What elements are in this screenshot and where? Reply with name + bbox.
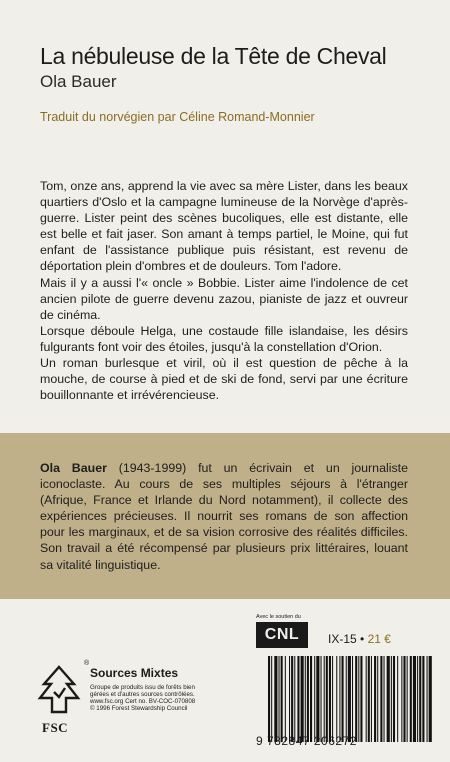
fsc-line: www.fsc.org Cert no. BV-COC-070808 — [90, 698, 196, 705]
barcode-bar — [377, 656, 378, 742]
summary-paragraph: Lorsque déboule Helga, une costaude fille islandaise, les désirs fulgurants font voir des étoiles, jusqu'à la constellation d'Orion. — [40, 323, 408, 354]
fsc-label — [36, 656, 196, 736]
barcode-block — [256, 614, 434, 754]
bio-author-name: Ola Bauer — [40, 461, 107, 475]
barcode-bar — [368, 656, 370, 742]
barcode-bar — [321, 656, 322, 742]
barcode-bar — [342, 656, 344, 742]
barcode-bar — [316, 656, 319, 742]
barcode-bar — [380, 656, 382, 742]
barcode-bar — [307, 656, 309, 742]
price-amount: 21 € — [367, 632, 391, 646]
barcode-bar — [352, 656, 353, 742]
barcode-bar — [310, 656, 312, 742]
barcode-bar — [329, 656, 331, 742]
barcode-bar — [403, 656, 405, 742]
barcode-bar — [314, 656, 315, 742]
barcode-bar — [305, 656, 306, 742]
barcode-bars — [266, 656, 434, 742]
barcode-bar — [271, 656, 272, 742]
fsc-registered-mark: ® — [84, 660, 90, 667]
fsc-title: Sources Mixtes — [90, 666, 179, 680]
barcode-bar — [397, 656, 398, 742]
barcode-bar — [348, 656, 351, 742]
summary-paragraph: Mais il y a aussi l'« oncle » Bobbie. Lister aime l'indolence de cet ancien pilote de guerre devenu zazou, pianiste de jazz et ouvreur de cinéma. — [40, 275, 408, 322]
bio-text: (1943-1999) fut un écrivain et un journaliste iconoclaste. Au cours de ses multiples séjours à l'étranger (Afrique, France et Irlande du Nord notamment), il collecte des expériences précieuses. Il nourrit ses romans de son affection pour les marginaux, et de sa vision corrosive des réalités difficiles. Son travail a été récompensé par plusieurs prix littéraires, louant sa vitalité linguistique. — [40, 461, 408, 572]
fsc-line: Groupe de produits issu de forêts bien — [90, 684, 195, 691]
barcode-bar — [326, 656, 328, 742]
barcode-bar — [289, 656, 290, 742]
barcode-bar — [419, 656, 421, 742]
barcode-bar — [291, 656, 293, 742]
fsc-wordmark: FSC — [42, 720, 69, 735]
barcode-bar — [346, 656, 347, 742]
barcode-bar — [355, 656, 357, 742]
book-author: Ola Bauer — [40, 72, 117, 91]
barcode-bar — [324, 656, 325, 742]
barcode-bar — [294, 656, 295, 742]
barcode-bar — [387, 656, 390, 742]
fsc-line: © 1996 Forest Stewardship Council — [90, 705, 188, 712]
price-code: IX-15 — [328, 632, 357, 646]
barcode-bar — [301, 656, 304, 742]
barcode-bar — [384, 656, 385, 742]
barcode-bar — [393, 656, 395, 742]
barcode-bar — [336, 656, 337, 742]
barcode-bar — [429, 656, 432, 742]
barcode-bar — [413, 656, 416, 742]
cnl-logo: CNL — [256, 622, 308, 648]
barcode-bar — [279, 656, 280, 742]
barcode-bar — [339, 656, 340, 742]
fsc-tree-icon — [36, 664, 82, 720]
barcode-bar — [358, 656, 359, 742]
summary-text — [40, 178, 408, 403]
translator-credit: Traduit du norvégien par Céline Romand-Monnier — [40, 110, 315, 124]
barcode-bar — [297, 656, 299, 742]
barcode-bar — [401, 656, 402, 742]
summary-paragraph: Un roman burlesque et viril, où il est question de pêche à la mouche, de course à pied et de ski de fond, servi par une écriture bouillonnante et irrévérencieuse. — [40, 356, 408, 403]
barcode-bar — [360, 656, 362, 742]
barcode-bar — [281, 656, 283, 742]
price-separator: • — [360, 632, 365, 646]
barcode-bar — [410, 656, 412, 742]
barcode-bar — [268, 656, 270, 742]
barcode-bar — [427, 656, 428, 742]
book-title: La nébuleuse de la Tête de Cheval — [40, 43, 387, 69]
barcode-bar — [407, 656, 408, 742]
cnl-support-text: Avec le soutien du — [256, 614, 301, 620]
barcode-bar — [374, 656, 376, 742]
barcode-bar — [332, 656, 333, 742]
barcode-bar — [422, 656, 424, 742]
barcode-number: 9 782847 206272 — [256, 734, 357, 748]
fsc-line: gérées et d'autres sources contrôlées. — [90, 691, 195, 698]
barcode-bar — [274, 656, 277, 742]
summary-paragraph: Tom, onze ans, apprend la vie avec sa mère Lister, dans les beaux quartiers d'Oslo et la campagne lumineuse de la Norvège d'après-guerre. Lister peint des scènes bucoliques, elle est distante, elle est belle et fait jaser. Son amant à temps partiel, le Moine, qui fut enfant de l'assistance publique puis résistant, est revenu de déportation plein d'ombres et de douleurs. Tom l'adore. — [40, 179, 408, 274]
barcode-bar — [285, 656, 286, 742]
author-bio — [40, 460, 408, 573]
price-line — [328, 632, 391, 646]
barcode-bar — [366, 656, 367, 742]
barcode-bar — [417, 656, 418, 742]
barcode-bar — [391, 656, 392, 742]
barcode-bar — [371, 656, 372, 742]
